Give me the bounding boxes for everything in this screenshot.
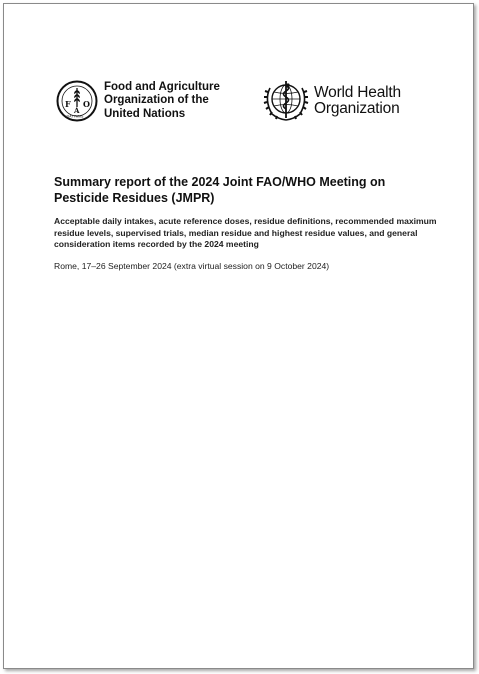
- fao-emblem-letter-a: A: [74, 106, 80, 115]
- who-name: [314, 85, 401, 117]
- document-title: Summary report of the 2024 Joint FAO/WHO Meeting on Pesticide Residues (JMPR): [54, 175, 386, 205]
- fao-logo-block: [56, 80, 220, 122]
- document-subtitle: Acceptable daily intakes, acute reference doses, residue definitions, recommended maximum residue levels, supervised trials, median residue and highest residue values, and general consideration items recorded by the 2024 meeting: [54, 216, 437, 249]
- fao-emblem-motto: FIAT PANIS: [66, 114, 84, 119]
- fao-name-line-3: United Nations: [104, 107, 186, 120]
- fao-emblem-letter-f: F: [65, 99, 71, 109]
- who-logo-block: [262, 78, 401, 124]
- fao-emblem-icon: [56, 80, 98, 122]
- document-page: [3, 3, 474, 669]
- fao-name-line-2: Organization of the: [104, 94, 209, 107]
- fao-name: [104, 81, 220, 122]
- who-name-line-2: Organization: [314, 100, 400, 117]
- fao-emblem-letter-o: O: [83, 99, 90, 109]
- meeting-location-dates: Rome, 17–26 September 2024 (extra virtual session on 9 October 2024): [54, 261, 330, 271]
- who-name-line-1: World Health: [314, 84, 401, 101]
- who-emblem-icon: [262, 78, 310, 124]
- fao-name-line-1: Food and Agriculture: [104, 80, 220, 93]
